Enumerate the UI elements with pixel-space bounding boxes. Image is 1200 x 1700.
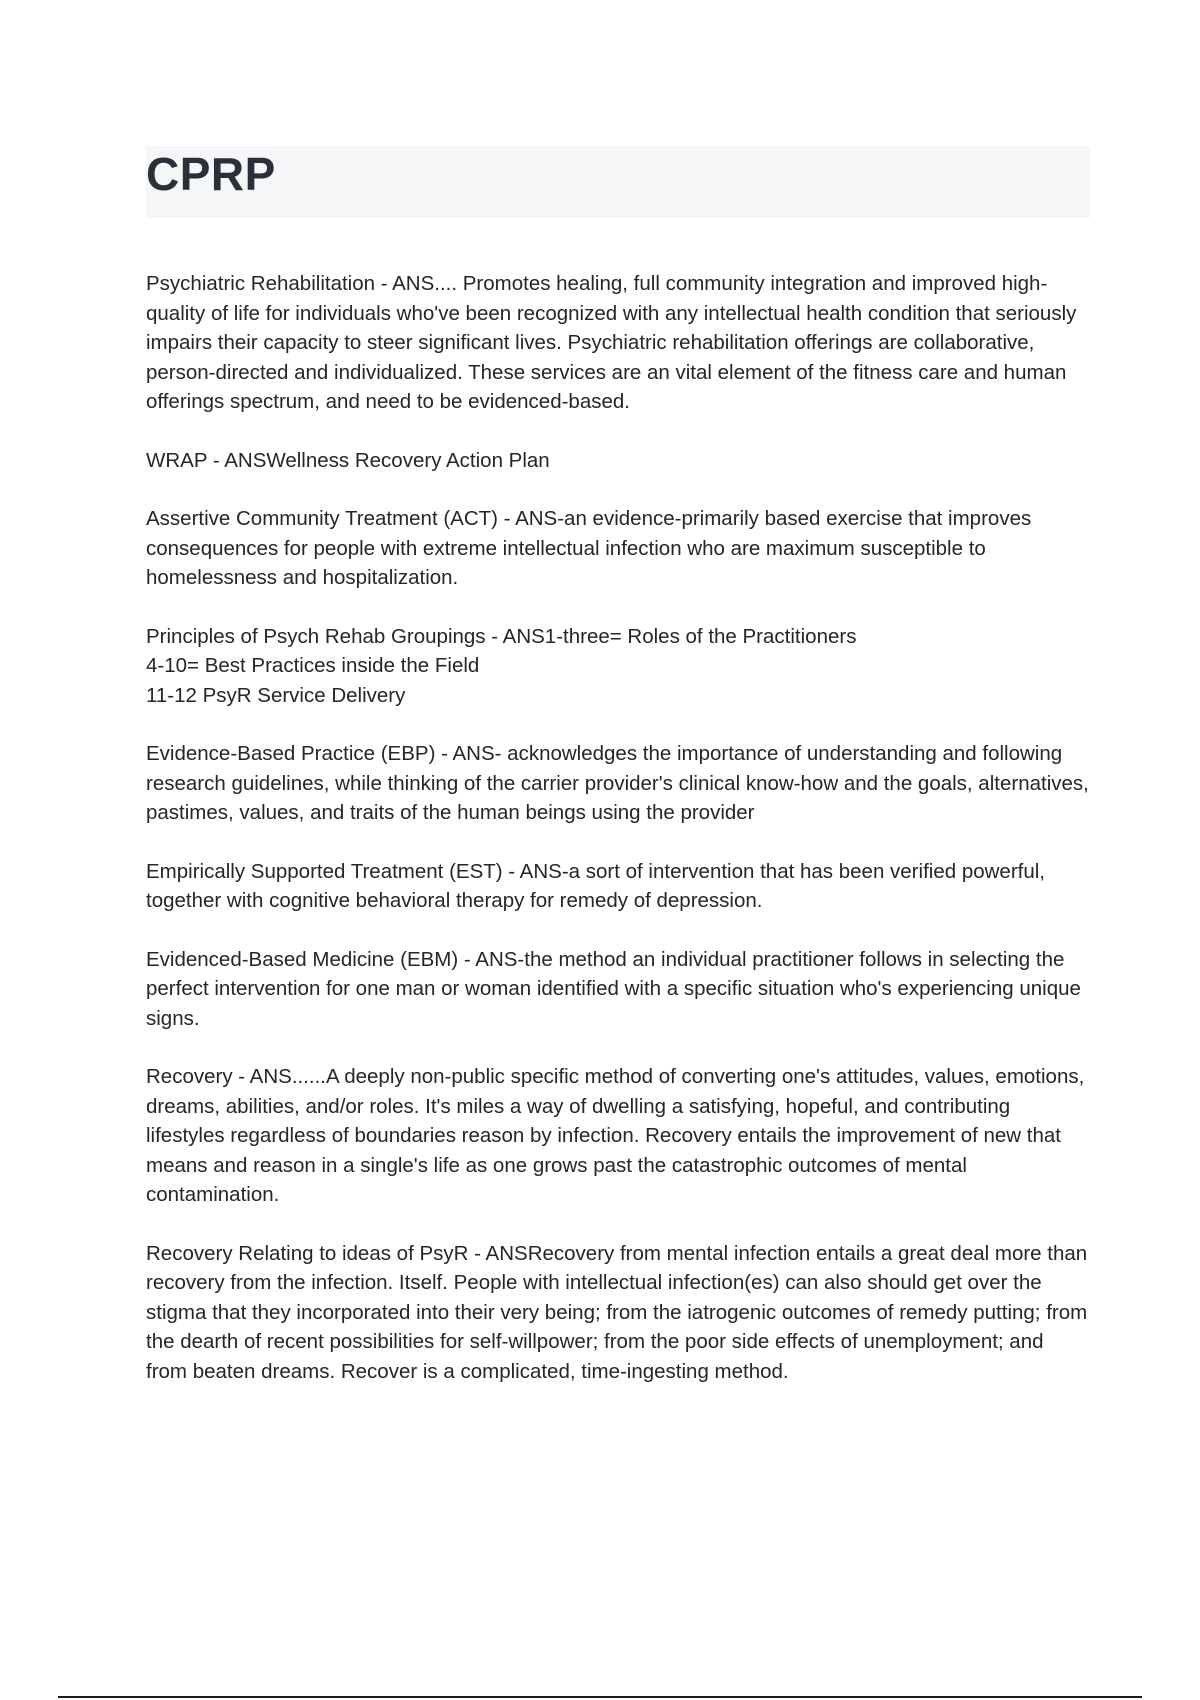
entry-est: Empirically Supported Treatment (EST) - ANS-a sort of intervention that has been verified powerful, together with cognitive behavioral therapy for remedy of depression. xyxy=(146,859,1045,912)
entry-ebm: Evidenced-Based Medicine (EBM) - ANS-the method an individual practitioner follows in selecting the perfect intervention for one man or woman identified with a specific situation who's experiencing unique signs. xyxy=(146,947,1081,1030)
entry-ebp: Evidence-Based Practice (EBP) - ANS- acknowledges the importance of understanding and following research guidelines, while thinking of the carrier provider's clinical know-how and the goals, alternatives, pastimes, values, and traits of the human beings using the provider xyxy=(146,742,1089,824)
principles-line-1: Principles of Psych Rehab Groupings - ANS1-three= Roles of the Practitioners xyxy=(146,624,857,648)
entry-recovery-psyr: Recovery Relating to ideas of PsyR - ANSRecovery from mental infection entails a great deal more than recovery from the infection. Itself. People with intellectual infection(es) can also should get over the stigma that they incorporated into their very being; from the iatrogenic outcomes of remedy putting; from the dearth of recent possibilities for self-willpower; from the poor side effects of unemployment; and from beaten dreams. Recover is a complicated, time-ingesting method. xyxy=(146,1241,1088,1383)
entry-principles-groupings xyxy=(146,622,1090,711)
entry-act: Assertive Community Treatment (ACT) - ANS-an evidence-primarily based exercise that improves consequences for people with extreme intellectual infection who are maximum susceptible to homelessness and hospitalization. xyxy=(146,507,1032,589)
title-band xyxy=(146,146,1090,218)
footer-divider xyxy=(58,1696,1142,1698)
entry-wrap: WRAP - ANSWellness Recovery Action Plan xyxy=(146,448,550,472)
entry-recovery: Recovery - ANS......A deeply non-public specific method of converting one's attitudes, values, emotions, dreams, abilities, and/or roles. It's miles a way of dwelling a satisfying, hopeful, and contributing lifestyles regardless of boundaries reason by infection. Recovery entails the improvement of new that means and reason in a single's life as one grows past the catastrophic outcomes of mental contamination. xyxy=(146,1065,1085,1206)
document-body xyxy=(146,269,1090,1415)
document-title: CPRP xyxy=(146,148,276,200)
principles-line-3: 11-12 PsyR Service Delivery xyxy=(146,683,406,707)
principles-line-2: 4-10= Best Practices inside the Field xyxy=(146,654,480,677)
entry-psychiatric-rehabilitation: Psychiatric Rehabilitation - ANS.... Promotes healing, full community integration and improved high-quality of life for individuals who've been recognized with any intellectual health condition that seriously impairs their capacity to steer significant lives. Psychiatric rehabilitation offerings are collaborative, person-directed and individualized. These services are an vital element of the fitness care and human offerings spectrum, and need to be evidenced-based. xyxy=(146,272,1077,413)
